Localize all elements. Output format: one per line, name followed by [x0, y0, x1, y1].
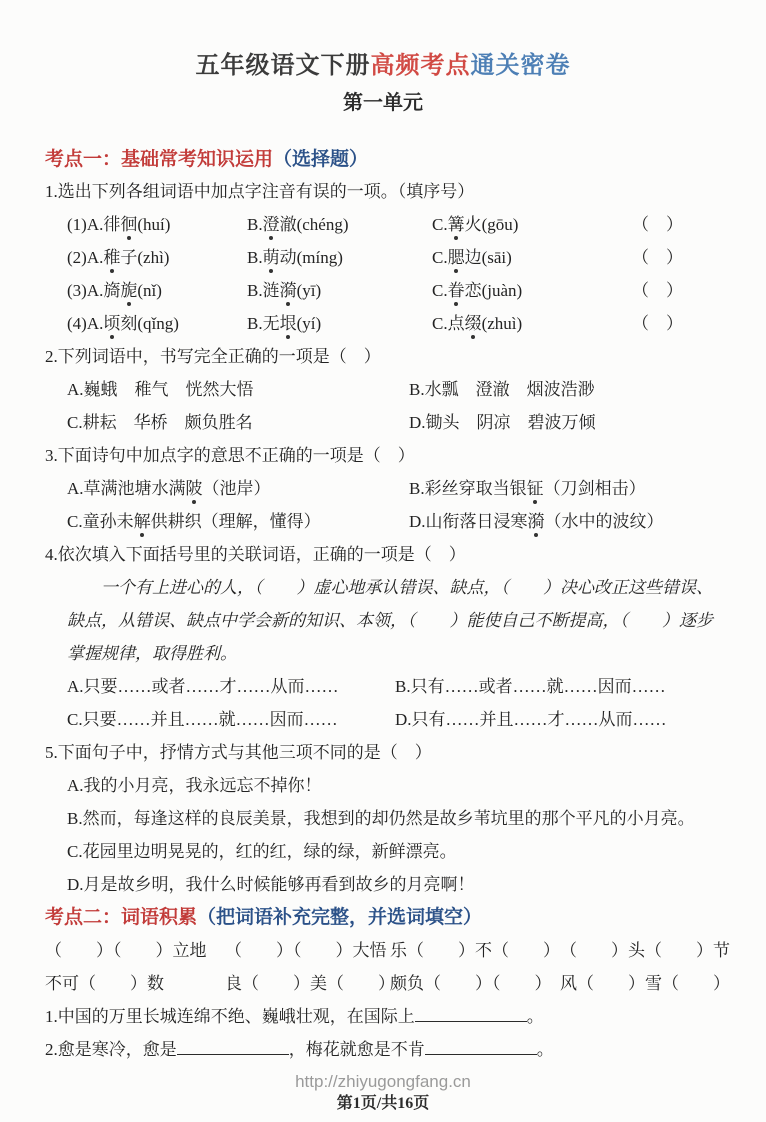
q2-options — [67, 373, 721, 439]
text-segment: C. — [432, 281, 448, 301]
word-item: 良（ ）美（ ） — [225, 974, 395, 994]
text-segment: （池岸） — [202, 479, 271, 499]
source-url: http://zhiyugongfang.cn — [295, 1072, 471, 1092]
text-segment: (2)A. — [67, 248, 104, 268]
text-segment: B. — [247, 248, 263, 268]
text-segment: (huí) — [137, 215, 171, 235]
text-segment: (nǐ) — [137, 281, 162, 301]
title-blue-text: 通关密卷 — [470, 52, 571, 79]
q5-option-a: A.我的小月亮，我永远忘不掉你！ — [67, 776, 322, 796]
q1-r2-option-a — [67, 241, 247, 274]
q1-r1-option-c — [432, 208, 632, 241]
q1-r3-option-c — [432, 274, 632, 307]
word-item: 不可（ ）数 — [45, 974, 164, 994]
section2-heading-note: （把词语补充完整，并选词填空） — [197, 907, 483, 929]
q1-r3-answer-bracket: （ ） — [632, 281, 683, 301]
q1-row-4 — [67, 307, 721, 340]
q3-option-c — [67, 505, 409, 538]
text-segment: B.涟 — [247, 281, 280, 301]
q2-option-a: A.巍蛾 稚气 恍然大悟 — [67, 380, 254, 400]
word-item: （ ）（ ）大悟 — [225, 941, 387, 961]
q4-option-d: D.只有……并且……才……从而…… — [395, 710, 667, 730]
text-segment: 动(míng) — [279, 248, 343, 268]
dotted-char: 澄 — [262, 215, 280, 235]
q1-r4-option-c — [432, 307, 632, 340]
text-segment: 澈(chéng) — [279, 215, 349, 235]
q3-options — [67, 472, 721, 538]
q5-option-b: B.然而，每逢这样的良辰美景，我想到的却仍然是故乡苇坑里的那个平凡的小月亮。 — [67, 809, 695, 829]
dotted-char: 萌 — [262, 248, 280, 268]
unit-subtitle: 第一单元 — [343, 92, 423, 115]
section1-heading — [45, 145, 721, 175]
q3-stem: 3.下面诗句中加点字的意思不正确的一项是（ ） — [45, 446, 415, 466]
dotted-char: 缀 — [464, 314, 482, 334]
q4-options — [67, 670, 721, 736]
text-segment: (1)A.徘 — [67, 215, 121, 235]
q5-options — [67, 769, 721, 901]
text-segment: 恋(juàn) — [464, 281, 523, 301]
text-segment: (3)A.旖 — [67, 281, 121, 301]
text-segment: 火(gōu) — [464, 215, 519, 235]
text-segment: 1.中国的万里长城连绵不绝、巍峨壮观，在国际上 — [45, 1007, 415, 1027]
q1-r1-option-b — [247, 208, 432, 241]
q1-row-1 — [67, 208, 721, 241]
fill-question-2 — [45, 1033, 721, 1066]
q1-r4-option-a — [67, 307, 247, 340]
q4-option-c: C.只要……并且……就……因而…… — [67, 710, 338, 730]
dotted-char: 漪 — [279, 281, 297, 301]
dotted-char: 稚 — [103, 248, 121, 268]
q5-option-c: C.花园里边明晃晃的，红的红，绿的绿，新鲜漂亮。 — [67, 842, 457, 862]
dotted-char: 漪 — [527, 512, 545, 532]
q1-r2-option-b — [247, 241, 432, 274]
q1-r1-answer-bracket: （ ） — [632, 215, 683, 235]
title-course-text: 五年级语文下册 — [195, 52, 371, 79]
word-completion-row-1 — [45, 934, 730, 967]
section1-heading-main: 考点一：基础常考知识运用 — [45, 149, 274, 171]
text-segment: B. — [247, 215, 263, 235]
text-segment: （水中的波纹） — [544, 512, 664, 532]
text-segment: (4)A. — [67, 314, 104, 334]
text-segment: (zhuì) — [481, 314, 523, 334]
text-segment: 刻(qǐng) — [120, 314, 179, 334]
text-segment: 。 — [526, 1007, 544, 1027]
page-footer — [45, 1070, 721, 1114]
dotted-char: 眷 — [447, 281, 465, 301]
text-segment: 子(zhì) — [120, 248, 170, 268]
q2-stem: 2.下列词语中，书写完全正确的一项是（ ） — [45, 347, 381, 367]
q1-stem: 1.选出下列各组词语中加点字注音有误的一项。（填序号） — [45, 182, 475, 202]
dotted-char: 垠 — [279, 314, 297, 334]
q5-stem: 5.下面句子中，抒情方式与其他三项不同的是（ ） — [45, 743, 432, 763]
q1-row-2 — [67, 241, 721, 274]
worksheet-body — [45, 175, 730, 1066]
q2-option-c: C.耕耘 华桥 颇负胜名 — [67, 413, 253, 433]
answer-blank — [177, 1040, 289, 1055]
text-segment: 2.愈是寒冷，愈是 — [45, 1040, 177, 1060]
word-item: 颇负（ ）（ ） — [390, 974, 552, 994]
text-segment: C. — [432, 215, 448, 235]
text-segment: (yī) — [296, 281, 322, 301]
page-title — [45, 50, 721, 82]
section2-heading-main: 考点二：词语积累 — [45, 907, 198, 929]
dotted-char: 腮 — [447, 248, 465, 268]
text-segment: 。 — [536, 1040, 554, 1060]
text-segment: B.彩丝穿取当银 — [409, 479, 527, 499]
word-item: 乐（ ）不（ ） — [390, 941, 560, 961]
q1-r3-option-a — [67, 274, 247, 307]
text-segment: B.无 — [247, 314, 280, 334]
word-item: （ ）头（ ）节 — [560, 941, 730, 961]
word-item: （ ）（ ）立地 — [45, 941, 207, 961]
dotted-char: 解 — [133, 512, 151, 532]
word-item: 风（ ）雪（ ） — [560, 974, 730, 994]
q1-row-3 — [67, 274, 721, 307]
text-segment: D.山衔落日浸寒 — [409, 512, 528, 532]
q1-r2-answer-bracket: （ ） — [632, 248, 683, 268]
q1-r4-answer-bracket: （ ） — [632, 314, 683, 334]
text-segment: （刀剑相击） — [543, 479, 646, 499]
text-segment: C.童孙未 — [67, 512, 134, 532]
q2-option-d: D.锄头 阴凉 碧波万倾 — [409, 413, 596, 433]
dotted-char: 旎 — [120, 281, 138, 301]
word-completion-row-2 — [45, 967, 730, 1000]
dotted-char: 篝 — [447, 215, 465, 235]
text-segment: 边(sāi) — [464, 248, 512, 268]
q5-option-d: D.月是故乡明，我什么时候能够再看到故乡的月亮啊！ — [67, 875, 475, 895]
q1-r4-option-b — [247, 307, 432, 340]
answer-blank — [425, 1040, 537, 1055]
text-segment: 供耕织（理解，懂得） — [150, 512, 321, 532]
q3-option-a — [67, 472, 409, 505]
page-number: 第1页/共16页 — [336, 1095, 430, 1113]
text-segment: (yí) — [296, 314, 322, 334]
dotted-char: 陂 — [185, 479, 203, 499]
text-segment: C. — [432, 248, 448, 268]
dotted-char: 徊 — [120, 215, 138, 235]
dotted-char: 钲 — [526, 479, 544, 499]
section1-heading-note: （选择题） — [273, 149, 369, 171]
text-segment: C.点 — [432, 314, 465, 334]
dotted-char: 顷 — [103, 314, 121, 334]
q4-option-b: B.只有……或者……就……因而…… — [395, 677, 666, 697]
text-segment: ，梅花就愈是不肯 — [288, 1040, 425, 1060]
fill-question-1 — [45, 1000, 721, 1033]
text-segment: A.草满池塘水满 — [67, 479, 186, 499]
q4-passage: 一个有上进心的人，（ ）虚心地承认错误、缺点，（ ）决心改正这些错误、缺点，从错误、缺点中学会新的知识、本领，（ ）能使自己不断提高，（ ）逐步掌握规律，取得胜利。 — [67, 578, 713, 664]
q2-option-b: B.水瓢 澄澈 烟波浩渺 — [409, 380, 595, 400]
q1-r1-option-a — [67, 208, 247, 241]
q1-r2-option-c — [432, 241, 632, 274]
q4-option-a: A.只要……或者……才……从而…… — [67, 677, 339, 697]
q4-stem: 4.依次填入下面括号里的关联词语，正确的一项是（ ） — [45, 545, 466, 565]
q3-option-d — [409, 505, 721, 538]
title-red-text: 高频考点 — [370, 52, 471, 79]
section2-heading — [45, 901, 721, 934]
answer-blank — [415, 1007, 527, 1022]
q1-r3-option-b — [247, 274, 432, 307]
q3-option-b — [409, 472, 721, 505]
